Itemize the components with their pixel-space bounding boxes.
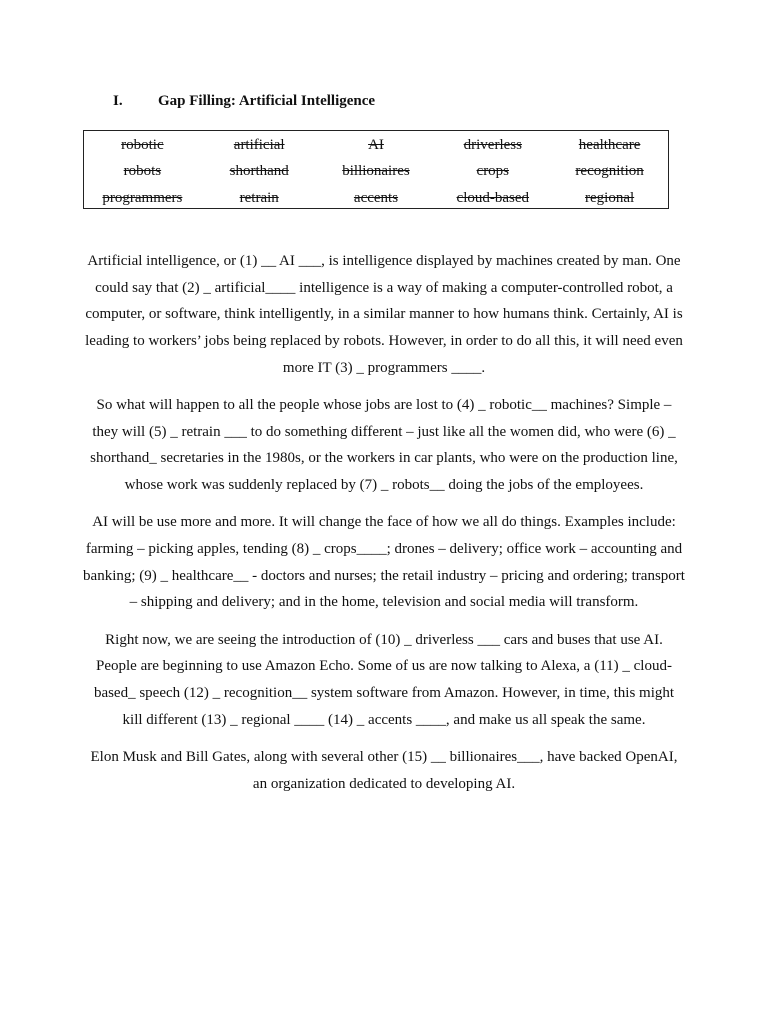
word-bank-word: driverless	[463, 136, 522, 153]
word-bank	[83, 130, 669, 209]
word-bank-word: AI	[368, 136, 384, 153]
word-bank-row	[84, 132, 668, 159]
word-bank-word: healthcare	[578, 136, 641, 153]
word-bank-word: regional	[585, 189, 635, 206]
paragraph: AI will be use more and more. It will change the face of how we all do things. Examples include: farming – picking apples, tending (8) _ crops____; drones – delivery; office work – accounting and banking; (9) _ healthcare__ - doctors and nurses; the retail industry – pricing and ordering; transport – shipping and delivery; and in the home, television and social media will transform.	[83, 514, 685, 611]
paragraph: Artificial intelligence, or (1) __ AI ___, is intelligence displayed by machines created by man. One could say that (2) _ artificial____ intelligence is a way of making a computer-controlled robot, a computer, or software, think intelligently, in a similar manner to how humans think. Certainly, AI is leading to workers’ jobs being replaced by robots. However, in order to do all this, it will need even more IT (3) _ programmers ____.	[85, 253, 683, 376]
word-bank-word: artificial	[233, 136, 285, 153]
word-bank-table	[84, 132, 668, 212]
word-bank-word: crops	[476, 163, 510, 180]
word-bank-word: robotic	[121, 136, 164, 153]
word-bank-word: robots	[123, 163, 162, 180]
word-bank-word: recognition	[575, 163, 644, 180]
paragraph: So what will happen to all the people whose jobs are lost to (4) _ robotic__ machines? Simple – they will (5) _ retrain ___ to do something different – just like all the women did, who were (6) _ shorthand_ secretaries in the 1980s, or the workers in car plants, who were on the production line, whose work was suddenly replaced by (7) _ robots__ doing the jobs of the employees.	[90, 397, 678, 494]
word-bank-word: cloud-based	[456, 189, 530, 206]
paragraph: Elon Musk and Bill Gates, along with several other (15) __ billionaires___, have backed OpenAI, an organization dedicated to developing AI.	[90, 748, 678, 792]
gap-fill-text	[83, 248, 685, 808]
word-bank-row	[84, 185, 668, 212]
word-bank-word: retrain	[239, 189, 279, 206]
word-bank-word: accents	[353, 189, 399, 206]
paragraph: Right now, we are seeing the introduction of (10) _ driverless ___ cars and buses that use AI. People are beginning to use Amazon Echo. Some of us are now talking to Alexa, a (11) _ cloud-based_ speech (12) _ recognition__ system software from Amazon. However, in time, this might kill different (13) _ regional ____ (14) _ accents ____, and make us all speak the same.	[93, 631, 675, 728]
word-bank-word: shorthand	[229, 163, 289, 180]
word-bank-row	[84, 159, 668, 186]
word-bank-word: billionaires	[342, 163, 410, 180]
section-title: Gap Filling: Artificial Intelligence	[158, 93, 376, 109]
word-bank-word: programmers	[102, 189, 183, 206]
section-number: I.	[113, 93, 123, 109]
